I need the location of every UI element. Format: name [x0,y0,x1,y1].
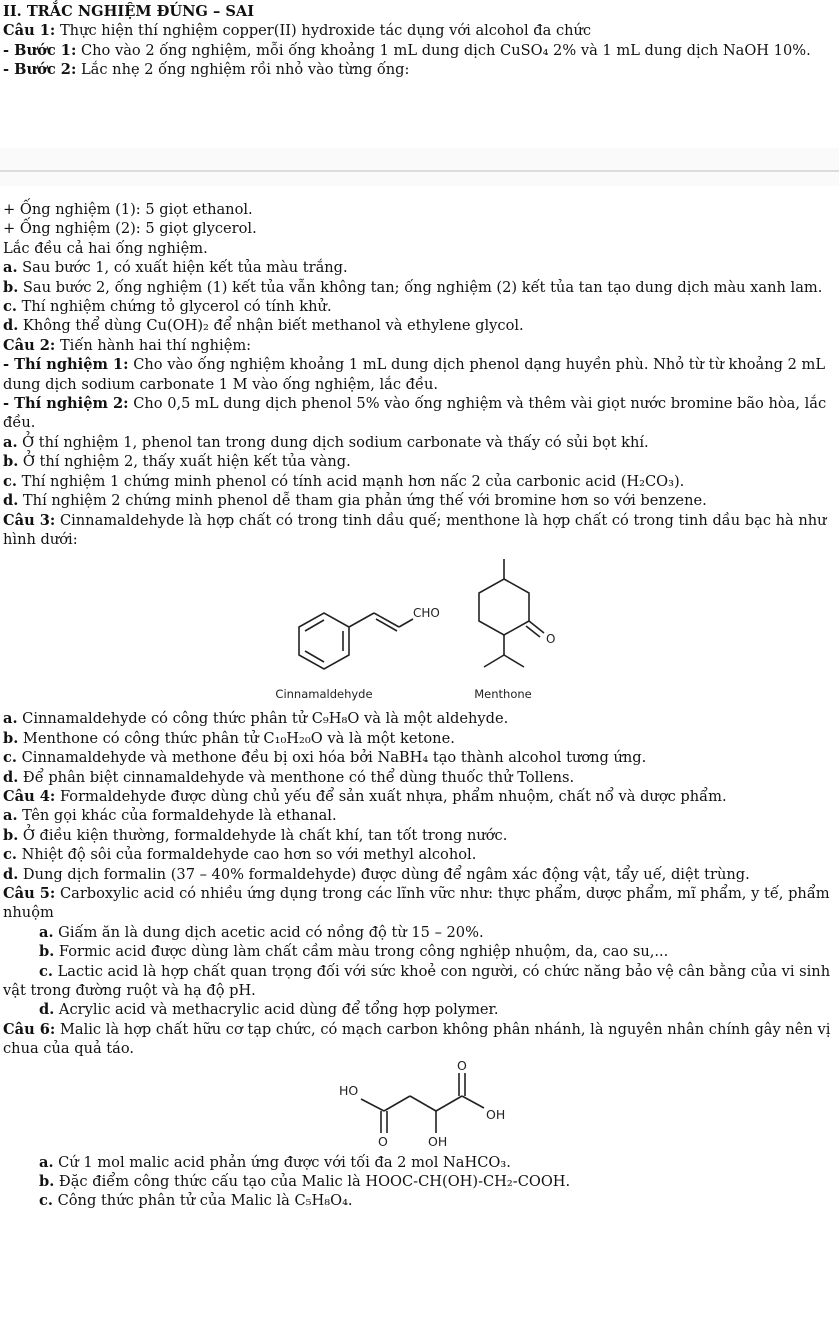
hydroxyl-oh-label: OH [428,1133,448,1149]
q1-stem: Câu 1: Thực hiện thí nghiệm copper(II) hydroxide tác dụng với alcohol đa chức [3,22,592,40]
q3-structures-figure [3,549,833,709]
q1-option-a: a. Sau bước 1, có xuất hiện kết tủa màu trắng. [3,259,348,277]
q1-tube2: + Ống nghiệm (2): 5 giọt glycerol. [3,220,257,238]
q2-option-b: b. Ở thí nghiệm 2, thấy xuất hiện kết tủa vàng. [3,453,351,471]
q1-step1: - Bước 1: Cho vào 2 ống nghiệm, mỗi ống khoảng 1 mL dung dịch CuSO₄ 2% và 1 mL dung dịch NaOH 10%. [3,41,811,59]
divider-line [0,170,839,172]
q2-exp2: - Thí nghiệm 2: Cho 0,5 mL dung dịch phenol 5% vào ống nghiệm và thêm vài giọt nước bromine bão hòa, lắc đều. [3,395,827,432]
q3-option-b: b. Menthone có công thức phân tử C₁₀H₂₀O và là một ketone. [3,729,455,747]
q3-option-a: a. Cinnamaldehyde có công thức phân tử C₉H₈O và là một aldehyde. [3,710,509,728]
q2-option-a: a. Ở thí nghiệm 1, phenol tan trong dung dịch sodium carbonate và thấy có sủi bọt khí. [3,433,649,451]
q1-option-c: c. Thí nghiệm chứng tỏ glycerol có tính khử. [3,298,332,316]
malic-structure [361,1073,484,1133]
q5-option-a: a. Giấm ăn là dung dịch acetic acid có nồng độ từ 15 – 20%. [39,923,484,941]
ketone-o-label: O [546,632,556,647]
q2-option-d: d. Thí nghiệm 2 chứng minh phenol dễ tham gia phản ứng thế với bromine hơn so với benzene. [3,492,707,510]
q2-option-c: c. Thí nghiệm 1 chứng minh phenol có tính acid mạnh hơn nấc 2 của carbonic acid (H₂CO₃). [3,472,685,490]
q5-stem: Câu 5: Carboxylic acid có nhiều ứng dụng trong các lĩnh vữc như: thực phẩm, dược phẩm, mĩ phẩm, y tế, phẩm nhuộm [3,884,830,922]
q1-step2: - Bước 2: Lắc nhẹ 2 ống nghiệm rồi nhỏ vào từng ống: [3,61,410,79]
q6-option-c: c. Công thức phân tử của Malic là C₅H₈O₄. [39,1192,353,1210]
menthone-structure [479,559,544,667]
q4-option-d: d. Dung dịch formalin (37 – 40% formaldehyde) được dùng để ngâm xác động vật, tẩy uế, diệt trùng. [3,865,750,883]
q6-option-a: a. Cứ 1 mol malic acid phản ứng được với tối đa 2 mol NaHCO₃. [39,1153,511,1171]
section-title: II. TRẮC NGHIỆM ĐÚNG – SAI [3,3,255,20]
q6-stem: Câu 6: Malic là hợp chất hữu cơ tạp chức, có mạch carbon không phân nhánh, là nguyên nhân chính gây nên vị chua của quả táo. [3,1020,831,1058]
carbonyl-o-right-label: O [457,1058,467,1073]
q5-option-d: d. Acrylic acid và methacrylic acid dùng để tổng hợp polymer. [39,1001,499,1019]
q1-shake: Lắc đều cả hai ống nghiệm. [3,239,208,257]
q1-option-b: b. Sau bước 2, ống nghiệm (1) kết tủa vẫn không tan; ống nghiệm (2) kết tủa tan tạo dung dịch màu xanh lam. [3,278,823,296]
q5-option-c: c. Lactic acid là hợp chất quan trọng đối với sức khoẻ con người, có chức năng bảo vệ cân bằng của vi sinh vật trong đường ruột và hạ độ pH. [3,962,831,999]
carbonyl-o-left-label: O [378,1133,388,1149]
cho-label: CHO [413,606,440,621]
q3-option-d: d. Để phân biệt cinnamaldehyde và menthone có thể dùng thuốc thử Tollens. [3,768,575,786]
q2-stem: Câu 2: Tiến hành hai thí nghiệm: [3,336,252,354]
document-body [3,200,833,1211]
structures-svg [3,549,833,709]
ho-label: HO [339,1082,359,1098]
blank-band [0,148,839,186]
q5-option-b: b. Formic acid được dùng làm chất cầm màu trong công nghiệp nhuộm, da, cao su,... [39,943,669,961]
q3-stem: Câu 3: Cinnamaldehyde là hợp chất có trong tinh dầu quế; menthone là hợp chất có trong tinh dầu bạc hà như hình dưới: [3,511,827,548]
cinnamaldehyde-label: Cinnamaldehyde [275,687,373,702]
q4-stem: Câu 4: Formaldehyde được dùng chủ yếu để sản xuất nhựa, phẩm nhuộm, chất nổ và dược phẩm. [3,787,727,805]
malic-svg [3,1059,833,1153]
menthone-label: Menthone [474,687,532,702]
q2-exp1: - Thí nghiệm 1: Cho vào ống nghiệm khoảng 1 mL dung dịch phenol dạng huyền phù. Nhỏ từ từ khoảng 2 mL dung dịch sodium carbonate 1 M vào ống nghiệm, lắc đều. [3,356,826,393]
q6-option-b: b. Đặc điểm công thức cấu tạo của Malic là HOOC-CH(OH)-CH₂-COOH. [39,1173,571,1191]
q3-option-c: c. Cinnamaldehyde và methone đều bị oxi hóa bởi NaBH₄ tạo thành alcohol tương ứng. [3,749,647,767]
q6-malic-figure [3,1059,833,1153]
q1-option-d: d. Không thể dùng Cu(OH)₂ để nhận biết methanol và ethylene glycol. [3,317,524,335]
q1-tube1: + Ống nghiệm (1): 5 giọt ethanol. [3,201,253,218]
document-top [3,2,833,80]
q4-option-b: b. Ở điều kiện thường, formaldehyde là chất khí, tan tốt trong nước. [3,826,508,844]
oh-label: OH [486,1106,506,1122]
q4-option-c: c. Nhiệt độ sôi của formaldehyde cao hơn so với methyl alcohol. [3,846,477,864]
cinnamaldehyde-structure [299,613,413,669]
q4-option-a: a. Tên gọi khác của formaldehyde là ethanal. [3,807,337,825]
